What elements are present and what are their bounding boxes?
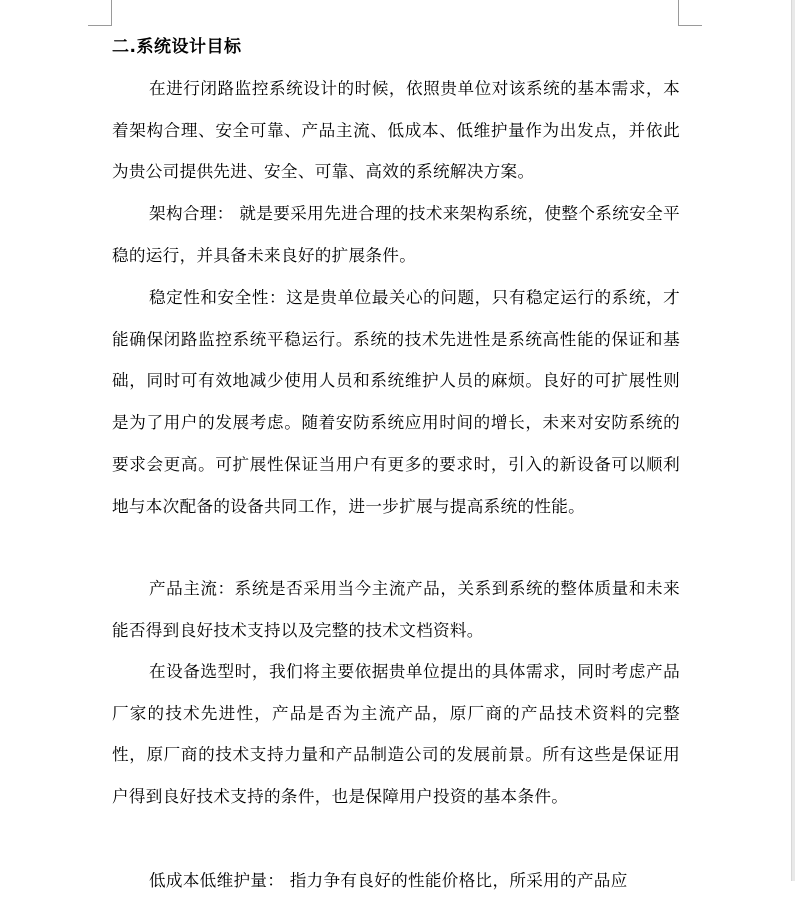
- crop-mark-top-right-horizontal: [678, 25, 702, 26]
- paragraph-low-cost: 低成本低维护量： 指力争有良好的性能价格比，所采用的产品应: [149, 871, 628, 890]
- paragraph-stability-security: 稳定性和安全性：这是贵单位最关心的问题，只有稳定运行的系统，才能确保闭路监控系统平稳运行。系统的技术先进性是系统高性能的保证和基础，同时可有效地减少使用人员和系统维护人员的麻烦。良好的可扩展性则是为了用户的发展考虑。随着安防系统应用时间的增长，未来对安防系统的要求会更高。可扩展性保证当用户有更多的要求时，引入的新设备可以顺利地与本次配备的设备共同工作，进一步扩展与提高系统的性能。: [112, 288, 680, 516]
- paragraph-mainstream-products: 产品主流：系统是否采用当今主流产品，关系到系统的整体质量和未来能否得到良好技术支持以及完整的技术文档资料。: [112, 579, 680, 640]
- paragraph-intro: 在进行闭路监控系统设计的时候，依照贵单位对该系统的基本需求，本着架构合理、安全可靠、产品主流、低成本、低维护量作为出发点，并依此为贵公司提供先进、安全、可靠、高效的系统解决方案。: [112, 79, 680, 182]
- section-heading: 二.系统设计目标: [112, 37, 242, 57]
- crop-mark-top-right-vertical: [678, 0, 679, 26]
- paragraph-architecture: 架构合理： 就是要采用先进合理的技术来架构系统，使整个系统安全平稳的运行，并具备未来良好的扩展条件。: [112, 204, 680, 265]
- crop-mark-top-left-vertical: [111, 0, 112, 26]
- crop-mark-top-left-horizontal: [88, 25, 112, 26]
- paragraph-equipment-selection: 在设备选型时，我们将主要依据贵单位提出的具体需求，同时考虑产品厂家的技术先进性，产品是否为主流产品，原厂商的产品技术资料的完整性，原厂商的技术支持力量和产品制造公司的发展前景。所有这些是保证用户得到良好技术支持的条件，也是保障用户投资的基本条件。: [112, 662, 680, 807]
